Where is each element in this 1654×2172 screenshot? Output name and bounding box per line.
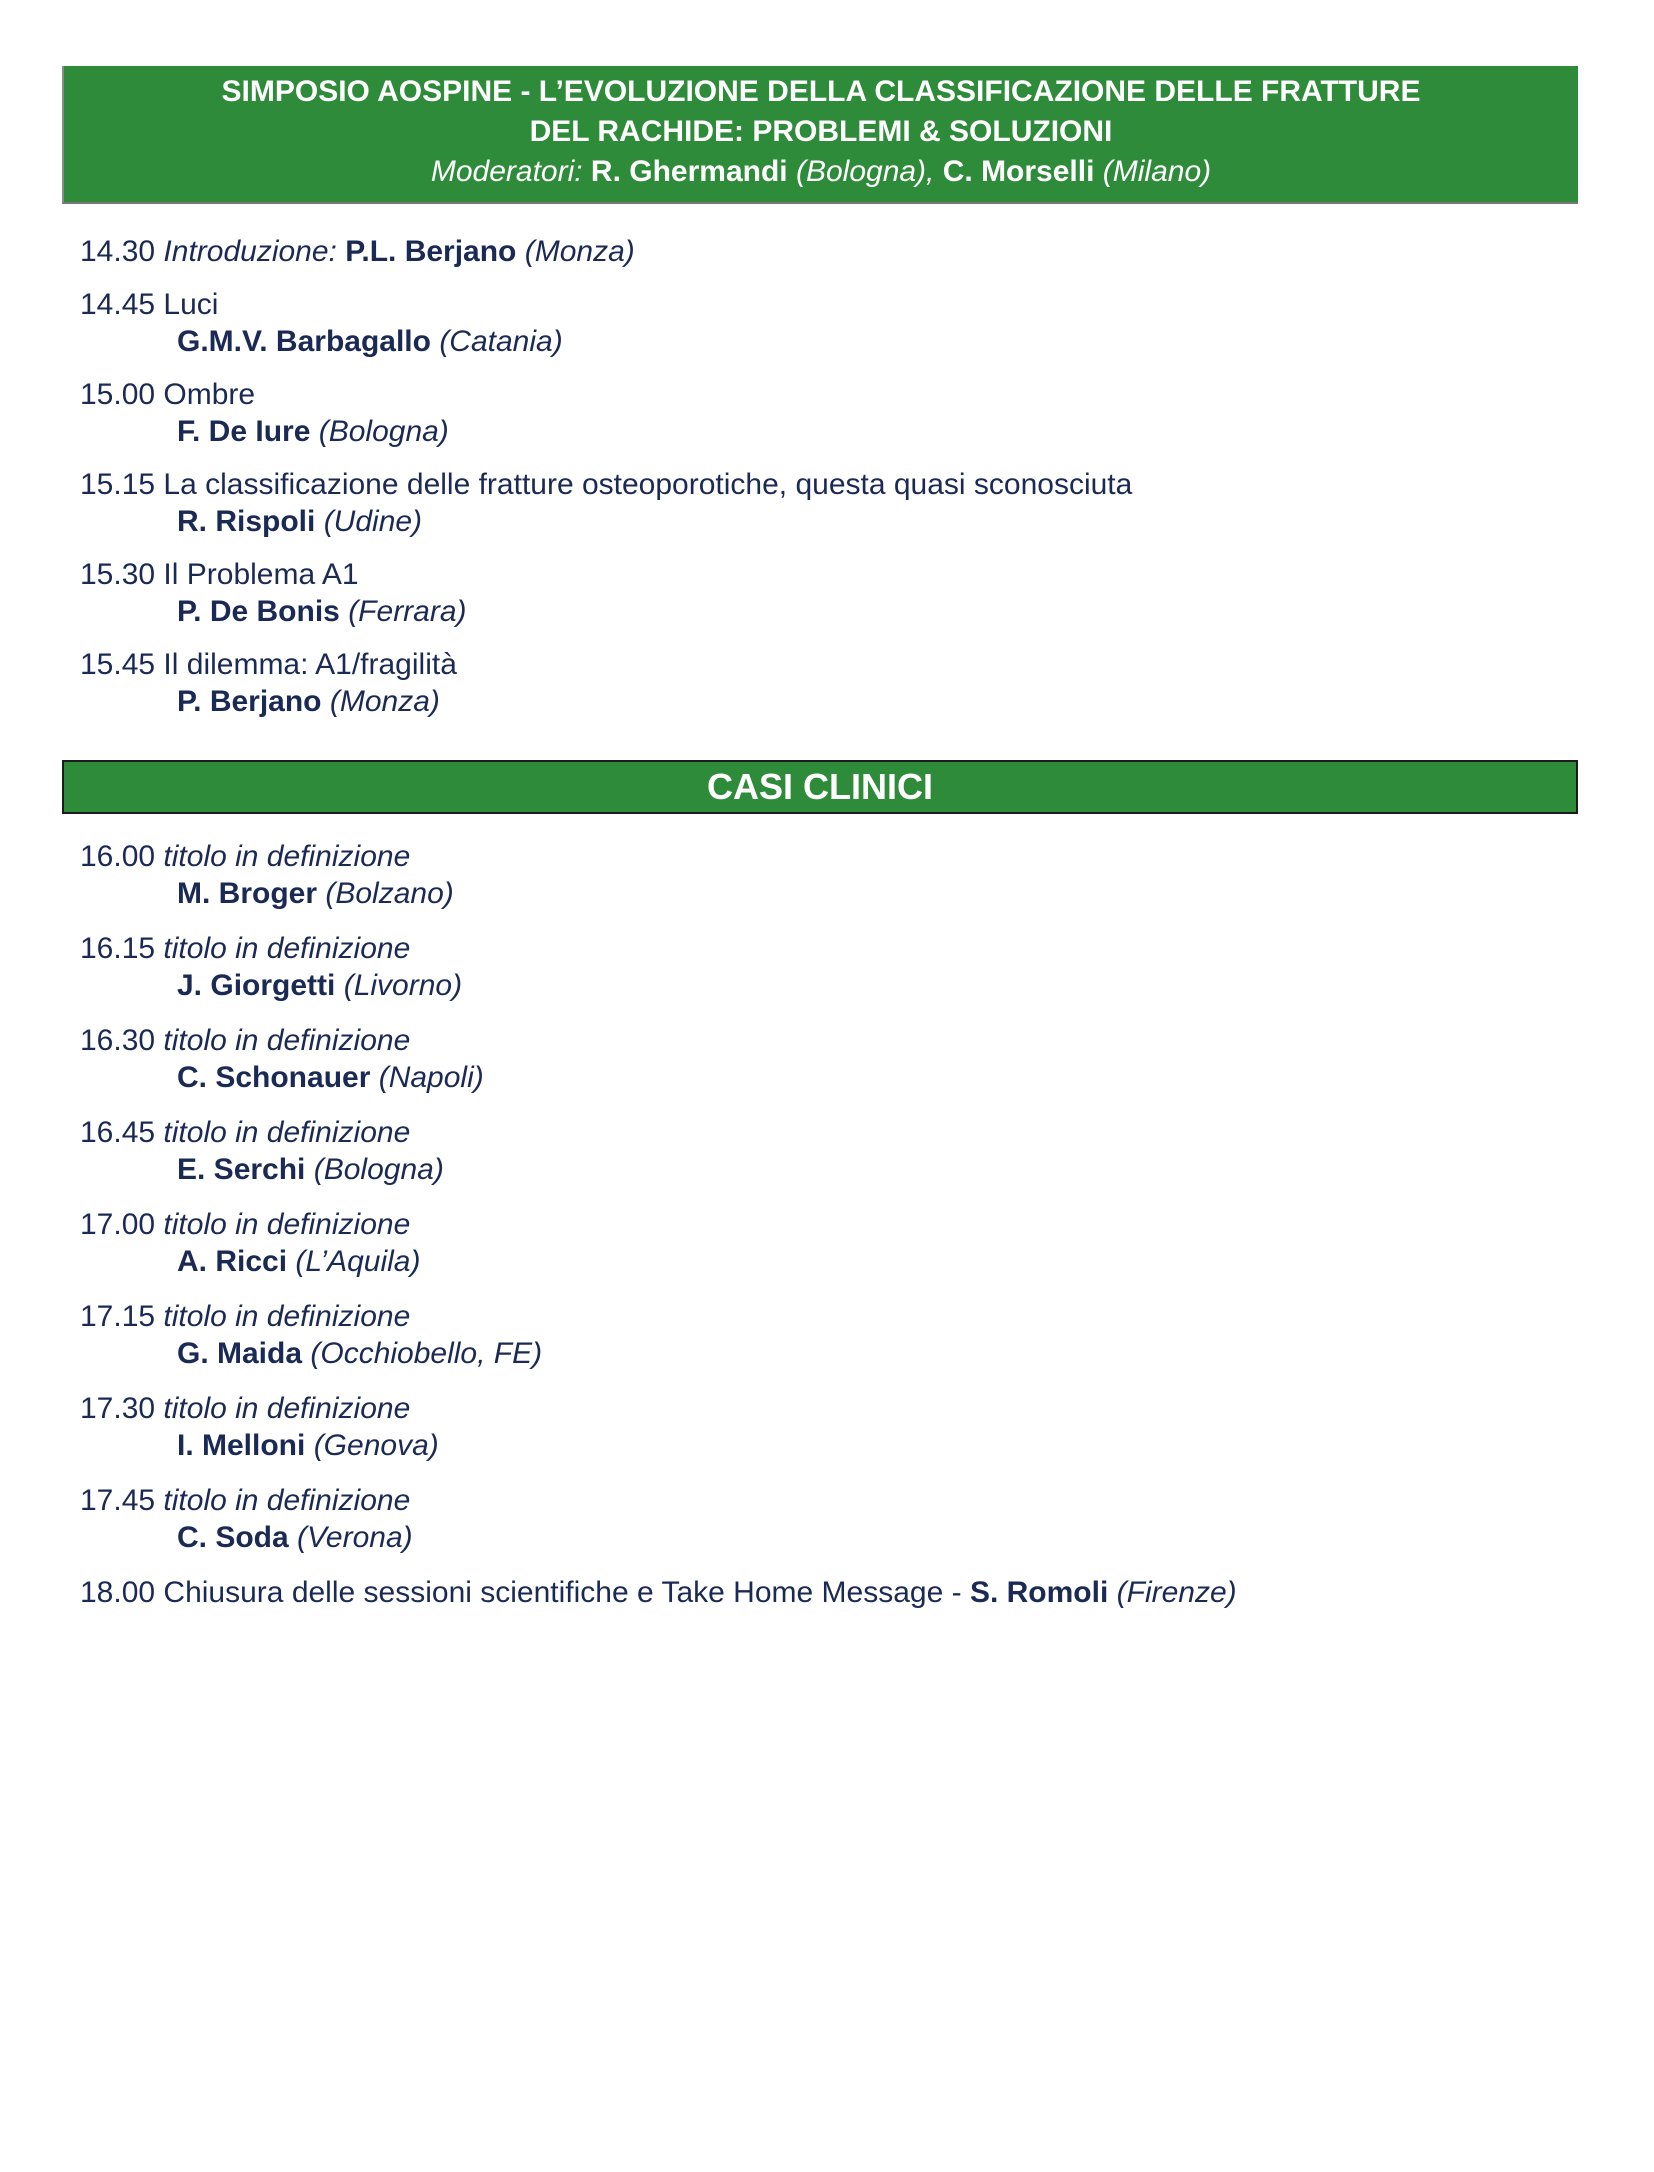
item-speaker: G. Maida [177,1337,303,1370]
schedule-item [80,556,1560,630]
item-time: 15.15 [80,468,156,501]
schedule-item [80,1390,1560,1464]
item-speaker: S. Romoli [969,1576,1109,1609]
moderator-name: C. Morselli [942,155,1095,188]
schedule-item [80,646,1560,720]
item-time: 17.00 [80,1208,156,1241]
item-city: (Verona) [297,1521,413,1554]
moderators-label: Moderatori: [430,155,583,188]
item-city: (Bologna) [318,415,449,448]
item-title: titolo in definizione [163,1484,411,1517]
item-city: (Genova) [313,1429,439,1462]
item-speaker: P. Berjano [177,685,322,718]
item-city: (Occhiobello, FE) [310,1337,543,1370]
closing-item [80,1574,1560,1611]
item-city: (Udine) [323,505,423,538]
item-city: (Monza) [329,685,440,718]
schedule-item [80,1114,1560,1188]
item-title: Il dilemma: A1/fragilità [163,648,457,681]
item-time: 16.00 [80,840,156,873]
moderators-line [64,152,1578,192]
item-title: titolo in definizione [163,1116,411,1149]
item-speaker: F. De Iure [177,415,311,448]
item-time: 15.00 [80,378,156,411]
item-title: titolo in definizione [163,840,411,873]
item-time: 17.15 [80,1300,156,1333]
item-title: Il Problema A1 [163,558,359,591]
item-title: Ombre [163,378,256,411]
item-title: Introduzione: [163,235,337,268]
schedule-item [80,1206,1560,1280]
schedule-part1 [80,233,1560,720]
symposium-title-line2: DEL RACHIDE: PROBLEMI & SOLUZIONI [529,115,1113,148]
item-title: titolo in definizione [163,932,411,965]
item-speaker: G.M.V. Barbagallo [177,325,431,358]
item-title: titolo in definizione [163,1024,411,1057]
item-title: La classificazione delle fratture osteoporotiche, questa quasi sconosciuta [163,468,1133,501]
item-time: 14.30 [80,235,156,268]
schedule-item [80,1482,1560,1556]
item-speaker: I. Melloni [177,1429,306,1462]
schedule-item [80,466,1560,540]
item-time: 14.45 [80,288,156,321]
item-city: (Ferrara) [348,595,467,628]
schedule-item [80,286,1560,360]
item-time: 18.00 [80,1576,156,1609]
item-title: titolo in definizione [163,1392,411,1425]
item-title: titolo in definizione [163,1208,411,1241]
schedule-item [80,1298,1560,1372]
schedule-item [80,930,1560,1004]
item-speaker: R. Rispoli [177,505,316,538]
item-city: (Bologna) [313,1153,444,1186]
item-speaker: M. Broger [177,877,318,910]
item-speaker: J. Giorgetti [177,969,336,1002]
symposium-header [62,66,1578,204]
schedule-item [80,376,1560,450]
item-city: (L’Aquila) [295,1245,421,1278]
item-city: (Monza) [524,235,635,268]
item-time: 15.30 [80,558,156,591]
moderator-name: R. Ghermandi [590,155,788,188]
symposium-title-line1: SIMPOSIO AOSPINE - L’EVOLUZIONE DELLA CLASSIFICAZIONE DELLE FRATTURE [221,75,1421,108]
schedule-item [80,233,1560,270]
moderator-city: (Milano) [1102,155,1212,188]
moderator-city: (Bologna), [795,155,935,188]
item-time: 16.45 [80,1116,156,1149]
item-time: 17.30 [80,1392,156,1425]
item-city: (Firenze) [1116,1576,1237,1609]
item-city: (Livorno) [343,969,463,1002]
item-city: (Bolzano) [325,877,454,910]
item-speaker: E. Serchi [177,1153,306,1186]
item-time: 16.15 [80,932,156,965]
item-city: (Catania) [439,325,563,358]
item-speaker: C. Soda [177,1521,289,1554]
item-title: Chiusura delle sessioni scientifiche e Take Home Message - [163,1576,962,1609]
schedule-item [80,1022,1560,1096]
item-speaker: P.L. Berjano [345,235,517,268]
section-header-casi-clinici [62,760,1578,814]
item-time: 15.45 [80,648,156,681]
schedule-part2 [80,838,1560,1611]
item-time: 16.30 [80,1024,156,1057]
item-time: 17.45 [80,1484,156,1517]
item-city: (Napoli) [378,1061,484,1094]
schedule-item [80,838,1560,912]
item-speaker: P. De Bonis [177,595,340,628]
item-speaker: C. Schonauer [177,1061,371,1094]
section-title: CASI CLINICI [706,766,933,807]
item-title: Luci [163,288,219,321]
item-speaker: A. Ricci [177,1245,288,1278]
item-title: titolo in definizione [163,1300,411,1333]
